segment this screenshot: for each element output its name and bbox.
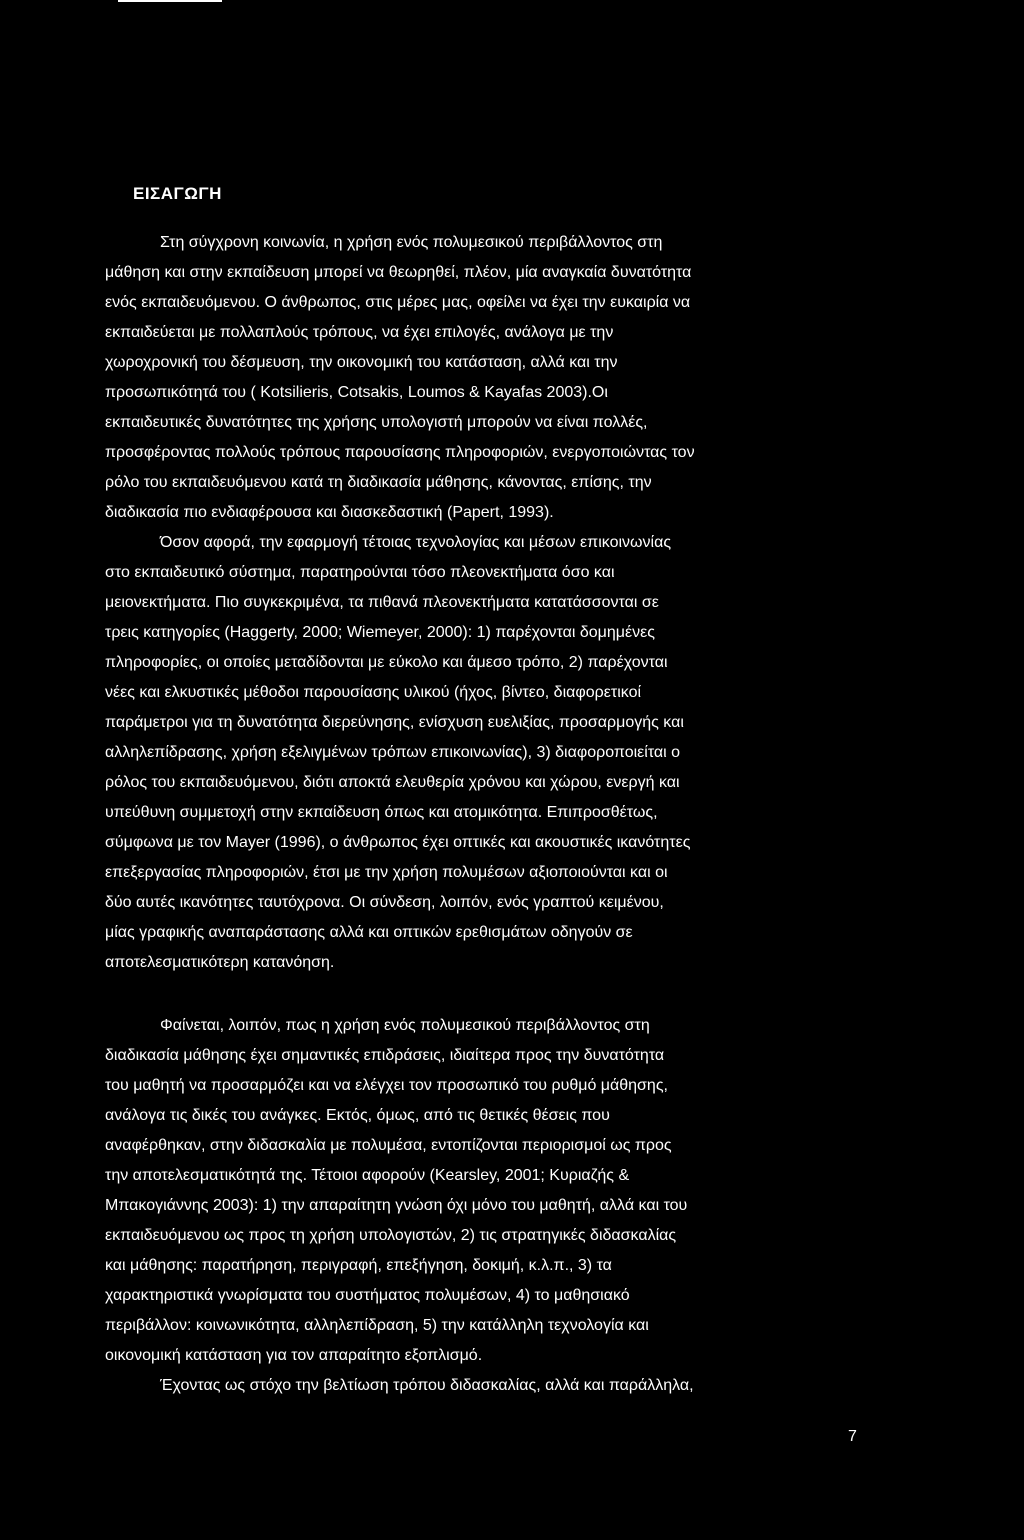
text-line: μάθηση και στην εκπαίδευση μπορεί να θεωρηθεί, πλέον, μία αναγκαία δυνατότητα: [105, 264, 692, 281]
text-line: πληροφορίες, οι οποίες μεταδίδονται με εύκολο και άμεσο τρόπο, 2) παρέχονται: [105, 654, 668, 671]
text-line: εκπαιδευόμενου ως προς τη χρήση υπολογιστών, 2) τις στρατηγικές διδασκαλίας: [105, 1227, 677, 1244]
text-line: εκπαιδεύεται με πολλαπλούς τρόπους, να έχει επιλογές, ανάλογα με την: [105, 324, 614, 341]
text-line: προσφέροντας πολλούς τρόπους παρουσίασης πληροφοριών, ενεργοποιώντας τον: [105, 444, 695, 461]
text-line: και μάθησης: παρατήρηση, περιγραφή, επεξήγηση, δοκιμή, κ.λ.π., 3) τα: [105, 1257, 612, 1274]
text-line: Όσον αφορά, την εφαρμογή τέτοιας τεχνολογίας και μέσων επικοινωνίας: [160, 534, 672, 551]
text-line: μειονεκτήματα. Πιο συγκεκριμένα, τα πιθανά πλεονεκτήματα κατατάσσονται σε: [105, 594, 659, 611]
text-line: ρόλο του εκπαιδευόμενου κατά τη διαδικασία μάθησης, κάνοντας, επίσης, την: [105, 474, 652, 491]
text-line: αποτελεσματικότερη κατανόηση.: [105, 954, 335, 971]
paragraph-block-2: [105, 1011, 845, 1401]
text-line: Στη σύγχρονη κοινωνία, η χρήση ενός πολυμεσικού περιβάλλοντος στη: [160, 234, 663, 251]
text-line: διαδικασία μάθησης έχει σημαντικές επιδράσεις, ιδιαίτερα προς την δυνατότητα: [105, 1047, 665, 1064]
text-line: νέες και ελκυστικές μέθοδοι παρουσίασης υλικού (ήχος, βίντεο, διαφορετικοί: [105, 684, 642, 701]
page-number: 7: [848, 1428, 857, 1445]
text-line: Έχοντας ως στόχο την βελτίωση τρόπου διδασκαλίας, αλλά και παράλληλα,: [160, 1377, 694, 1394]
text-line: την αποτελεσματικότητά της. Τέτοιοι αφορούν (Kearsley, 2001; Κυριαζής &: [105, 1167, 630, 1184]
text-line: ανάλογα τις δικές του ανάγκες. Εκτός, όμως, από τις θετικές θέσεις που: [105, 1107, 610, 1124]
section-heading: ΕΙΣΑΓΩΓΗ: [133, 184, 222, 203]
text-line: παράμετροι για τη δυνατότητα διερεύνησης, ενίσχυση ευελιξίας, προσαρμογής και: [105, 714, 684, 731]
top-rule: [118, 0, 222, 2]
text-line: δύο αυτές ικανότητες ταυτόχρονα. Οι σύνδεση, λοιπόν, ενός γραπτού κειμένου,: [105, 894, 664, 911]
paragraph-block-1: [105, 228, 845, 978]
text-line: χαρακτηριστικά γνωρίσματα του συστήματος πολυμέσων, 4) το μαθησιακό: [105, 1287, 630, 1304]
text-line: αλληλεπίδρασης, χρήση εξελιγμένων τρόπων επικοινωνίας), 3) διαφοροποιείται ο: [105, 744, 681, 761]
text-line: τρεις κατηγορίες (Haggerty, 2000; Wiemeyer, 2000): 1) παρέχονται δομημένες: [105, 624, 655, 641]
text-line: οικονομική κατάσταση για τον απαραίτητο εξοπλισμό.: [105, 1347, 483, 1364]
text-line: στο εκπαιδευτικό σύστημα, παρατηρούνται τόσο πλεονεκτήματα όσο και: [105, 564, 615, 581]
text-line: χωροχρονική του δέσμευση, την οικονομική του κατάσταση, αλλά και την: [105, 354, 618, 371]
text-line: προσωπικότητά του ( Kotsilieris, Cotsakis, Loumos & Kayafas 2003).Οι: [105, 384, 608, 401]
text-line: ρόλος του εκπαιδευόμενου, διότι αποκτά ελευθερία χρόνου και χώρου, ενεργή και: [105, 774, 680, 791]
text-line: περιβάλλον: κοινωνικότητα, αλληλεπίδραση, 5) την κατάλληλη τεχνολογία και: [105, 1317, 649, 1334]
text-line: εκπαιδευτικές δυνατότητες της χρήσης υπολογιστή μπορούν να είναι πολλές,: [105, 414, 648, 431]
text-line: διαδικασία πιο ενδιαφέρουσα και διασκεδαστική (Papert, 1993).: [105, 504, 554, 521]
text-line: επεξεργασίας πληροφοριών, έτσι με την χρήση πολυμέσων αξιοποιούνται και οι: [105, 864, 668, 881]
text-line: του μαθητή να προσαρμόζει και να ελέγχει τον προσωπικό του ρυθμό μάθησης,: [105, 1077, 668, 1094]
text-line: υπεύθυνη συμμετοχή στην εκπαίδευση όπως και ατομικότητα. Επιπροσθέτως,: [105, 804, 658, 821]
text-line: Φαίνεται, λοιπόν, πως η χρήση ενός πολυμεσικού περιβάλλοντος στη: [160, 1017, 650, 1034]
text-line: μίας γραφικής αναπαράστασης αλλά και οπτικών ερεθισμάτων οδηγούν σε: [105, 924, 633, 941]
text-line: αναφέρθηκαν, στην διδασκαλία με πολυμέσα, εντοπίζονται περιορισμοί ως προς: [105, 1137, 672, 1154]
text-line: σύμφωνα με τον Mayer (1996), ο άνθρωπος έχει οπτικές και ακουστικές ικανότητες: [105, 834, 691, 851]
text-line: ενός εκπαιδευόμενου. Ο άνθρωπος, στις μέρες μας, οφείλει να έχει την ευκαιρία να: [105, 294, 691, 311]
text-line: Μπακογιάννης 2003): 1) την απαραίτητη γνώση όχι μόνο του μαθητή, αλλά και του: [105, 1197, 688, 1214]
